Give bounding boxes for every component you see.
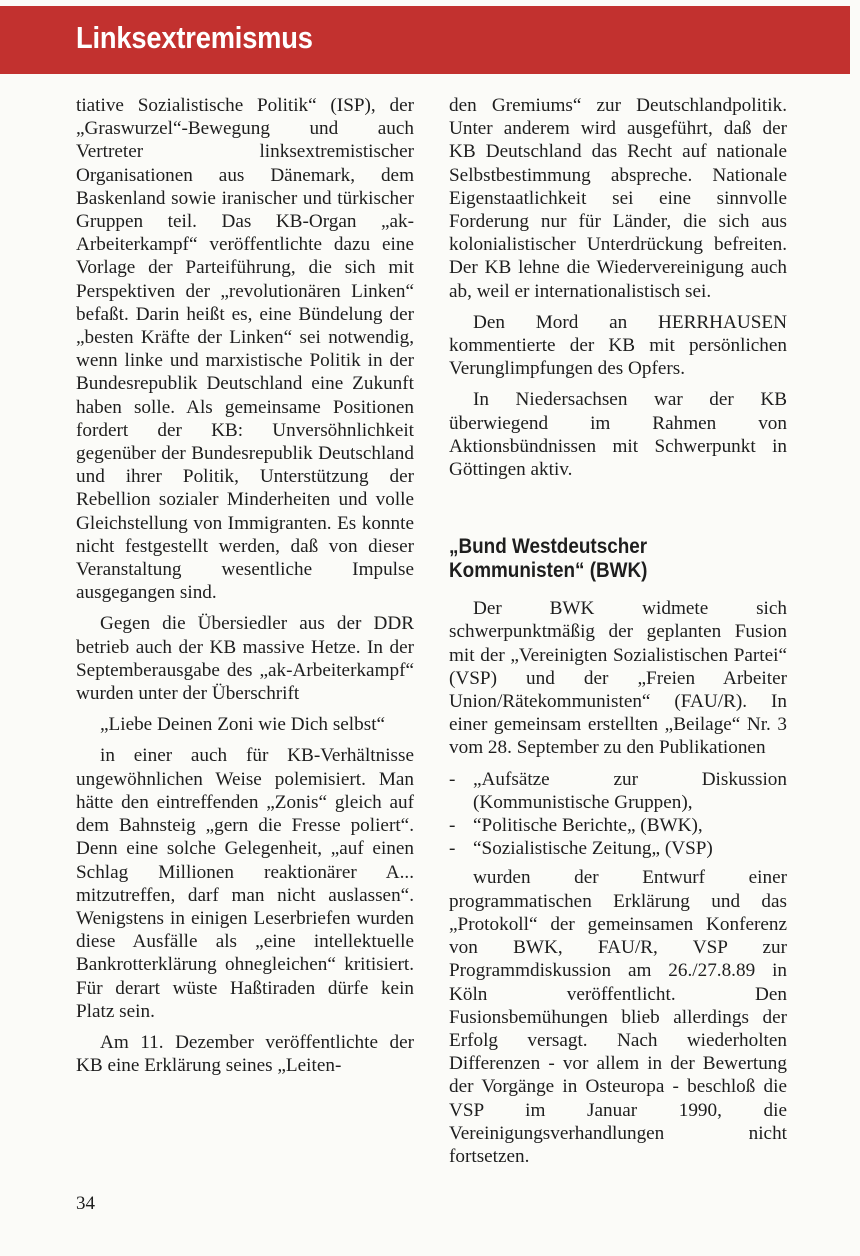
bullet-dash: - (449, 838, 456, 860)
list-item (449, 837, 787, 860)
paragraph: Den Mord an HERRHAUSEN kommentierte der KB mit persönlichen Verunglimpfungen des Opfers. (449, 311, 787, 380)
list-item-text: “Politische Berichte„ (BWK), (473, 815, 703, 837)
section-title: Linksextremismus (76, 20, 313, 55)
list-item-text: „Aufsätze zur Diskussion (Kommunistische Gruppen), (473, 768, 787, 813)
quote: „Liebe Deinen Zoni wie Dich selbst“ (100, 714, 386, 736)
bullet-dash: - (449, 815, 456, 837)
paragraph: Der BWK widmete sich schwerpunktmäßig der geplanten Fusion mit der „Vereinigten Sozialistischen Partei“ (VSP) und der „Freien Arbeiter Union/Rätekommunisten“ (FAU/R). In einer gemeinsam erstellten „Beilage“ Nr. 3 vom 28. September zu den Publikationen (449, 598, 787, 759)
left-column (76, 94, 414, 1085)
paragraph: tiative Sozialistische Politik“ (ISP), der „Graswurzel“-Bewegung und auch Vertreter linksextremistischer Organisationen aus Dänemark, dem Baskenland sowie iranischer und türkischer Gruppen teil. Das KB-Organ „ak-Arbeiterkampf“ veröffentlichte dazu eine Vorlage der Parteiführung, die sich mit Perspektiven der „revolutionären Linken“ befaßt. Darin heißt es, eine Bündelung der „besten Kräfte der Linken“ sei notwendig, wenn linke und marxistische Politik in der Bundesrepublik Deutschland eine Zukunft haben solle. Als gemeinsame Positionen fordert der KB: Unversöhnlichkeit gegenüber der Bundesrepublik Deutschland und ihrer Politik, Unterstützung der Rebellion sozialer Minderheiten und volle Gleichstellung von Immigranten. Es konnte nicht festgestellt werden, daß von dieser Veranstaltung wesentliche Impulse ausgegangen sind. (76, 95, 414, 604)
right-column (449, 94, 787, 1176)
bullet-dash: - (449, 768, 456, 790)
list-item-text: “Sozialistische Zeitung„ (VSP) (473, 838, 713, 860)
paragraph: Gegen die Übersiedler aus der DDR betrieb auch der KB massive Hetze. In der Septemberausgabe des „ak-Arbeiterkampf“ wurden unter der Überschrift (76, 613, 414, 705)
section-header-bar (0, 6, 850, 74)
paragraph: In Niedersachsen war der KB überwiegend im Rahmen von Aktionsbündnissen mit Schwerpunkt in Göttingen aktiv. (449, 389, 787, 481)
paragraph: wurden der Entwurf einer programmatischen Erklärung und das „Protokoll“ der gemeinsamen Konferenz von BWK, FAU/R, VSP zur Programmdiskussion am 26./27.8.89 in Köln veröffentlicht. Den Fusionsbemühungen blieb allerdings der Erfolg versagt. Nach wiederholten Differenzen - vor allem in der Bewertung der Vorgänge in Osteuropa - beschloß die VSP im Januar 1990, die Vereinigungsverhandlungen nicht fortsetzen. (449, 867, 787, 1167)
paragraph: in einer auch für KB-Verhältnisse ungewöhnlichen Weise polemisiert. Man hätte den eintreffenden „Zonis“ gleich auf dem Bahnsteig „gern die Fresse poliert“. Denn eine solche Gelegenheit, „auf einen Schlag Millionen reaktionärer A... mitzutreffen, darf man nicht auslassen“. Wenigstens in einigen Leserbriefen wurden diese Ausfälle als „eine intellektuelle Bankrotterklärung ohnegleichen“ kritisiert. Für derart wüste Haßtiraden dürfe kein Platz sein. (76, 745, 414, 1022)
paragraph: Am 11. Dezember veröffentlichte der KB eine Erklärung seines „Leiten- (76, 1031, 414, 1077)
list-item (449, 768, 787, 814)
page-number: 34 (76, 1193, 95, 1214)
subheading: „Bund Westdeutscher Kommunisten“ (BWK) (449, 535, 648, 583)
list-item (449, 814, 787, 837)
publication-list (449, 768, 787, 861)
paragraph: den Gremiums“ zur Deutschlandpolitik. Unter anderem wird ausgeführt, daß der KB Deutschland das Recht auf nationale Selbstbestimmung abspreche. Nationale Eigenstaatlichkeit sei eine sinnvolle Forderung nur für Länder, die sich aus kolonialistischer Unterdrückung befreiten. Der KB lehne die Wiedervereinigung auch ab, weil er internationalistisch sei. (449, 95, 787, 302)
